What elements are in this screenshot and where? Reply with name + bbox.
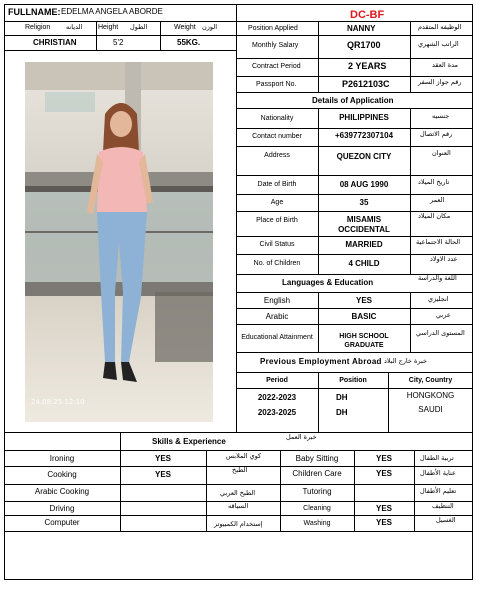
position-label: Position Applied bbox=[248, 25, 298, 32]
skill-arabic-cooking-label: Arabic Cooking bbox=[34, 487, 90, 496]
civil-status-label-ar: الحالة الاجتماعية bbox=[416, 238, 461, 246]
pob-label: Place of Birth bbox=[256, 217, 298, 224]
passport-value: P2612103C bbox=[342, 79, 390, 89]
address-label: Address bbox=[264, 152, 290, 159]
address-value: QUEZON CITY bbox=[336, 152, 392, 161]
contract-label-ar: مدة العقد bbox=[432, 61, 458, 69]
passport-label-ar: رقم جواز السفر bbox=[418, 78, 462, 86]
skill-computer-label: Computer bbox=[44, 518, 80, 527]
education-label-ar: المستوى الدراسي bbox=[416, 329, 465, 337]
address-label-ar: العنوان bbox=[432, 149, 451, 157]
age-label: Age bbox=[270, 199, 284, 206]
nationality-label: Nationality bbox=[260, 115, 294, 122]
languages-title: Languages & Education bbox=[282, 278, 374, 287]
salary-label-ar: الراتب الشهري bbox=[418, 40, 459, 48]
height-label: Height bbox=[98, 24, 119, 31]
languages-title-ar: اللغة والدراسة bbox=[418, 274, 457, 282]
english-label-ar: انجليزي bbox=[428, 295, 449, 303]
civil-status-value: MARRIED bbox=[345, 240, 383, 249]
employment-col-period: Period bbox=[266, 377, 288, 384]
skill-baby-sitting-label: Baby Sitting bbox=[295, 454, 339, 463]
religion-label-ar: الديانه bbox=[66, 23, 83, 31]
employment-row-2-period: 2023-2025 bbox=[257, 408, 297, 417]
skill-washing-value: YES bbox=[375, 518, 392, 527]
skill-children-care-value: YES bbox=[375, 469, 392, 478]
passport-label: Passport No. bbox=[256, 81, 297, 88]
skill-computer-ar: إستخدام الكمبيوتر bbox=[214, 520, 263, 528]
fullname-label: FULLNAME: bbox=[8, 7, 61, 17]
fullname-value: EDELMA ANGELA ABORDE bbox=[61, 7, 163, 16]
skill-cleaning-ar: التنظيف bbox=[432, 502, 454, 510]
skill-arabic-cooking-ar: الطبخ العربي bbox=[220, 489, 256, 497]
skill-cooking-label: Cooking bbox=[47, 470, 77, 479]
photo-timestamp: 24.08.25 12:10 bbox=[31, 398, 85, 406]
skill-children-care-label: Children Care bbox=[292, 469, 342, 478]
contact-label: Contact number bbox=[252, 133, 302, 140]
weight-value: 55KG. bbox=[177, 38, 201, 47]
dob-label-ar: تاريخ الميلاد bbox=[418, 178, 450, 186]
pob-label-ar: مكان الميلاد bbox=[418, 212, 451, 220]
age-label-ar: العمر bbox=[430, 196, 445, 204]
contact-value: +639772307104 bbox=[334, 131, 394, 140]
employment-title: Previous Employment Abroad bbox=[260, 357, 382, 366]
position-label-ar: الوظيفه المتقدم bbox=[418, 23, 462, 31]
employment-title-ar: خبرة خارج البلاد bbox=[384, 357, 427, 365]
skill-tutoring-label: Tutoring bbox=[302, 487, 332, 496]
skill-ironing-ar: كوي الملابس bbox=[226, 452, 262, 460]
skill-baby-sitting-value: YES bbox=[375, 454, 392, 463]
english-value: YES bbox=[355, 296, 372, 305]
skill-washing-label: Washing bbox=[303, 520, 331, 527]
skills-title-ar: خبرة العمل bbox=[286, 433, 317, 441]
english-label: English bbox=[263, 296, 291, 305]
skill-cleaning-label: Cleaning bbox=[303, 505, 331, 512]
salary-label: Monthly Salary bbox=[252, 42, 299, 49]
pob-value: MISAMIS OCCIDENTAL bbox=[338, 215, 390, 234]
children-value: 4 CHILD bbox=[348, 259, 380, 268]
position-value: NANNY bbox=[347, 24, 376, 33]
employment-row-1-position: DH bbox=[336, 393, 348, 402]
skill-driving-ar: السياقه bbox=[228, 502, 249, 510]
education-label: Educational Attainment bbox=[241, 334, 313, 341]
skill-ironing-value: YES bbox=[154, 454, 171, 463]
religion-label: Religion bbox=[25, 24, 51, 31]
skill-children-care-ar: عناية الأطفال bbox=[420, 469, 456, 477]
nationality-label-ar: جنسيه bbox=[432, 112, 450, 120]
skill-washing-ar: الغسيل bbox=[436, 516, 456, 524]
weight-label-ar: الوزن bbox=[202, 23, 218, 31]
employment-row-1-period: 2022-2023 bbox=[257, 393, 297, 402]
skills-title: Skills & Experience bbox=[152, 437, 226, 446]
salary-value: QR1700 bbox=[347, 40, 381, 50]
skill-tutoring-ar: تعليم الأطفال bbox=[420, 487, 457, 495]
skill-cooking-value: YES bbox=[154, 470, 171, 479]
dob-label: Date of Birth bbox=[257, 181, 297, 188]
weight-label: Weight bbox=[174, 24, 196, 31]
employment-row-1-city: HONGKONG bbox=[406, 391, 455, 400]
skill-baby-sitting-ar: تربية الطفال bbox=[420, 454, 454, 462]
details-title: Details of Application bbox=[312, 96, 394, 105]
applicant-code: DC-BF bbox=[350, 9, 385, 21]
contact-label-ar: رقم الاتصال bbox=[420, 130, 453, 138]
education-value: HIGH SCHOOL GRADUATE bbox=[339, 333, 389, 349]
civil-status-label: Civil Status bbox=[259, 241, 295, 248]
children-label: No. of Children bbox=[253, 260, 301, 267]
children-label-ar: عدد الاولاد bbox=[430, 255, 458, 263]
dob-value: 08 AUG 1990 bbox=[339, 180, 389, 189]
skill-cooking-ar: الطبخ bbox=[232, 466, 248, 474]
age-value: 35 bbox=[359, 198, 369, 207]
height-label-ar: الطول bbox=[130, 23, 148, 31]
nationality-value: PHILIPPINES bbox=[339, 113, 389, 122]
employment-row-2-city: SAUDI bbox=[418, 405, 443, 414]
contract-label: Contract Period bbox=[252, 63, 301, 70]
contract-value: 2 YEARS bbox=[348, 61, 387, 71]
religion-value: CHRISTIAN bbox=[33, 38, 77, 47]
height-value: 5'2 bbox=[113, 38, 124, 47]
skill-ironing-label: Ironing bbox=[49, 454, 75, 463]
employment-col-position: Position bbox=[339, 377, 367, 384]
arabic-label-ar: عربي bbox=[436, 311, 451, 319]
skill-cleaning-value: YES bbox=[375, 504, 392, 513]
applicant-photo bbox=[25, 62, 213, 422]
employment-row-2-position: DH bbox=[336, 408, 348, 417]
skill-driving-label: Driving bbox=[49, 504, 75, 513]
arabic-value: BASIC bbox=[351, 312, 377, 321]
employment-col-country: City, Country bbox=[408, 377, 453, 384]
arabic-label: Arabic bbox=[265, 312, 289, 321]
